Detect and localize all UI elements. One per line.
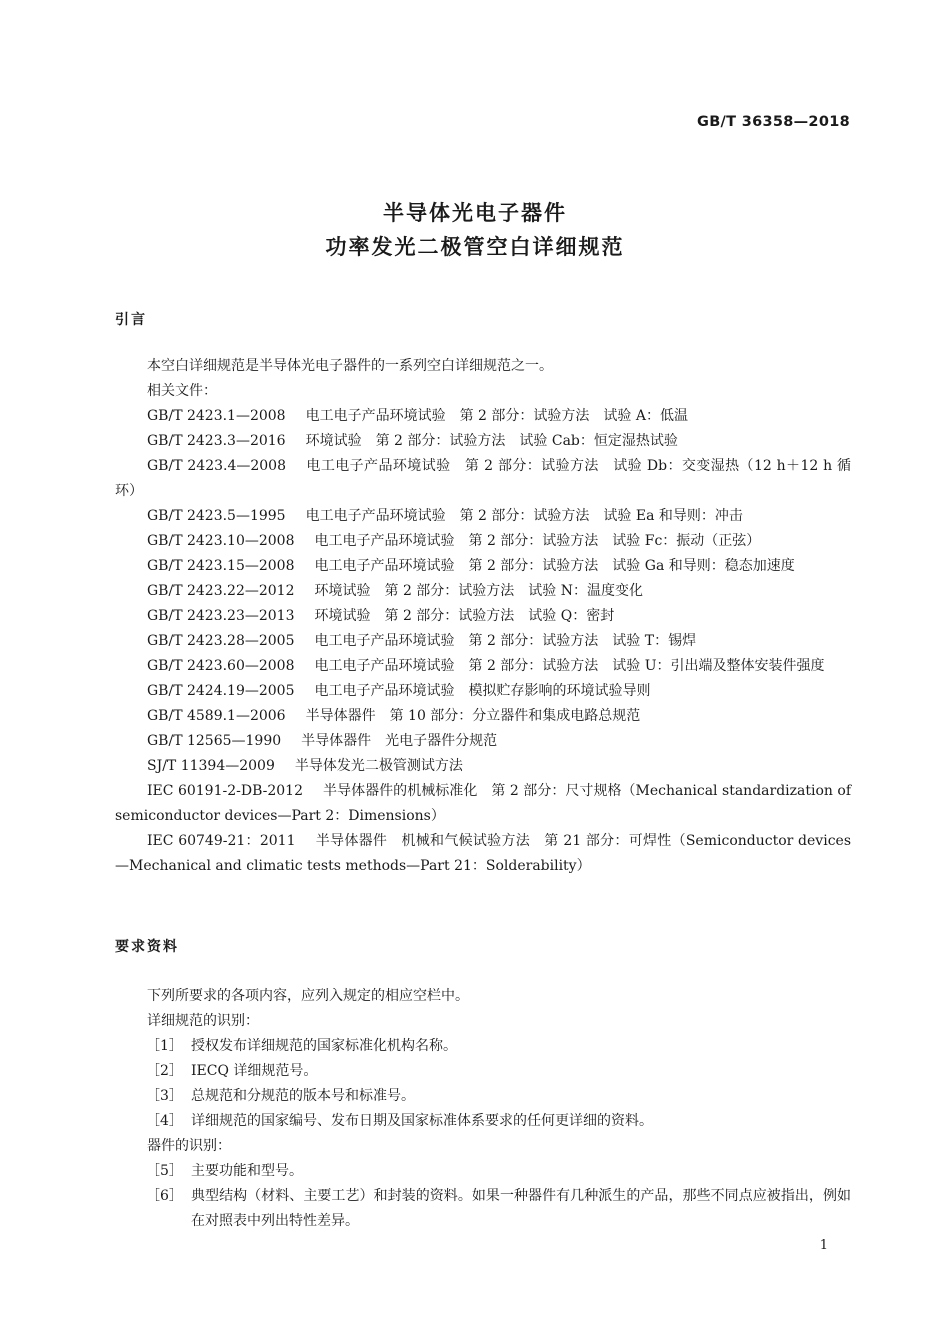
reference-code: GB/T 2424.19—2005 xyxy=(147,683,295,699)
device-identification-label: 器件的识别： xyxy=(147,1138,231,1154)
item-number: ［1］ xyxy=(146,1038,183,1054)
reference-entry xyxy=(115,679,851,704)
reference-entry xyxy=(115,404,851,429)
item-number: ［5］ xyxy=(146,1163,183,1179)
reference-code: GB/T 12565—1990 xyxy=(147,733,282,749)
reference-code: IEC 60191-2-DB-2012 xyxy=(147,783,303,799)
requirements-paragraph: 下列所要求的各项内容，应列入规定的相应空栏中。 xyxy=(147,988,469,1004)
item-text: 典型结构（材料、主要工艺）和封装的资料。如果一种器件有几种派生的产品，那些不同点应被指出，例如在对照表中列出特性差异。 xyxy=(191,1188,851,1229)
section-heading-intro: 引言 xyxy=(115,312,147,328)
reference-title: 电工电子产品环境试验 第 2 部分：试验方法 试验 T：锡焊 xyxy=(314,633,697,649)
reference-title: 半导体器件 机械和气候试验方法 第 21 部分：可焊性（Semiconductor devices—Mechanical and climatic tests methods—Part 21：Solderability） xyxy=(115,833,852,874)
reference-code: GB/T 2423.28—2005 xyxy=(147,633,295,649)
reference-title: 电工电子产品环境试验 第 2 部分：试验方法 试验 Db：交变湿热（12 h＋12 h 循环） xyxy=(115,458,851,499)
reference-entry xyxy=(115,829,851,879)
reference-entry xyxy=(115,529,851,554)
reference-entry xyxy=(115,729,851,754)
reference-title: 电工电子产品环境试验 第 2 部分：试验方法 试验 A：低温 xyxy=(305,408,688,424)
list-item xyxy=(115,1084,851,1109)
reference-entry xyxy=(115,604,851,629)
reference-code: GB/T 2423.15—2008 xyxy=(147,558,295,574)
item-text: 详细规范的国家编号、发布日期及国家标准体系要求的任何更详细的资料。 xyxy=(191,1113,653,1129)
reference-title: 半导体器件的机械标准化 第 2 部分：尺寸规格（Mechanical standardization of semiconductor devices—Part 2：Dimensions） xyxy=(115,783,851,824)
list-item xyxy=(115,1159,851,1184)
reference-title: 电工电子产品环境试验 第 2 部分：试验方法 试验 U：引出端及整体安装件强度 xyxy=(314,658,825,674)
list-item xyxy=(115,1109,851,1134)
reference-code: GB/T 2423.23—2013 xyxy=(147,608,295,624)
title-line-1: 半导体光电子器件 xyxy=(383,201,567,225)
reference-code: GB/T 2423.10—2008 xyxy=(147,533,295,549)
reference-title: 半导体发光二极管测试方法 xyxy=(294,758,463,774)
reference-entry xyxy=(115,504,851,529)
reference-title: 环境试验 第 2 部分：试验方法 试验 Q：密封 xyxy=(314,608,615,624)
standard-code: GB/T 36358—2018 xyxy=(697,114,850,130)
reference-title: 环境试验 第 2 部分：试验方法 试验 Cab：恒定湿热试验 xyxy=(305,433,678,449)
reference-code: GB/T 2423.3—2016 xyxy=(147,433,286,449)
title-line-2: 功率发光二极管空白详细规范 xyxy=(325,235,625,259)
reference-code: GB/T 2423.22—2012 xyxy=(147,583,295,599)
reference-code: GB/T 2423.1—2008 xyxy=(147,408,286,424)
reference-title: 电工电子产品环境试验 第 2 部分：试验方法 试验 Ga 和导则：稳态加速度 xyxy=(314,558,795,574)
reference-title: 半导体器件 光电子器件分规范 xyxy=(301,733,498,749)
reference-code: GB/T 2423.60—2008 xyxy=(147,658,295,674)
reference-code: GB/T 4589.1—2006 xyxy=(147,708,286,724)
list-item xyxy=(115,1059,851,1084)
item-text: 授权发布详细规范的国家标准化机构名称。 xyxy=(191,1038,457,1054)
item-text: 主要功能和型号。 xyxy=(191,1163,303,1179)
intro-section xyxy=(115,354,851,879)
reference-title: 环境试验 第 2 部分：试验方法 试验 N：温度变化 xyxy=(314,583,644,599)
reference-code: SJ/T 11394—2009 xyxy=(147,758,275,774)
reference-code: GB/T 2423.5—1995 xyxy=(147,508,286,524)
item-number: ［2］ xyxy=(146,1063,183,1079)
requirements-section xyxy=(115,984,851,1234)
related-docs-label: 相关文件： xyxy=(147,383,217,399)
page-number: 1 xyxy=(819,1238,828,1253)
reference-title: 电工电子产品环境试验 第 2 部分：试验方法 试验 Fc：振动（正弦） xyxy=(314,533,761,549)
item-text: 总规范和分规范的版本号和标准号。 xyxy=(191,1088,415,1104)
item-number: ［6］ xyxy=(146,1188,183,1204)
section-heading-requirements: 要求资料 xyxy=(115,939,179,955)
intro-paragraph: 本空白详细规范是半导体光电子器件的一系列空白详细规范之一。 xyxy=(147,358,553,374)
item-number: ［4］ xyxy=(146,1113,183,1129)
reference-title: 电工电子产品环境试验 第 2 部分：试验方法 试验 Ea 和导则：冲击 xyxy=(305,508,743,524)
reference-entry xyxy=(115,554,851,579)
list-item xyxy=(115,1184,851,1234)
reference-code: IEC 60749-21：2011 xyxy=(147,833,296,849)
reference-entry xyxy=(115,654,851,679)
spec-identification-label: 详细规范的识别： xyxy=(147,1013,259,1029)
reference-code: GB/T 2423.4—2008 xyxy=(147,458,287,474)
reference-entry xyxy=(115,579,851,604)
list-item xyxy=(115,1034,851,1059)
item-number: ［3］ xyxy=(146,1088,183,1104)
reference-entry xyxy=(115,629,851,654)
reference-entry xyxy=(115,704,851,729)
reference-entry xyxy=(115,429,851,454)
reference-title: 半导体器件 第 10 部分：分立器件和集成电路总规范 xyxy=(305,708,641,724)
reference-entry xyxy=(115,454,851,504)
reference-entry xyxy=(115,779,851,829)
item-text: IECQ 详细规范号。 xyxy=(191,1063,318,1079)
reference-entry xyxy=(115,754,851,779)
reference-title: 电工电子产品环境试验 模拟贮存影响的环境试验导则 xyxy=(314,683,651,699)
